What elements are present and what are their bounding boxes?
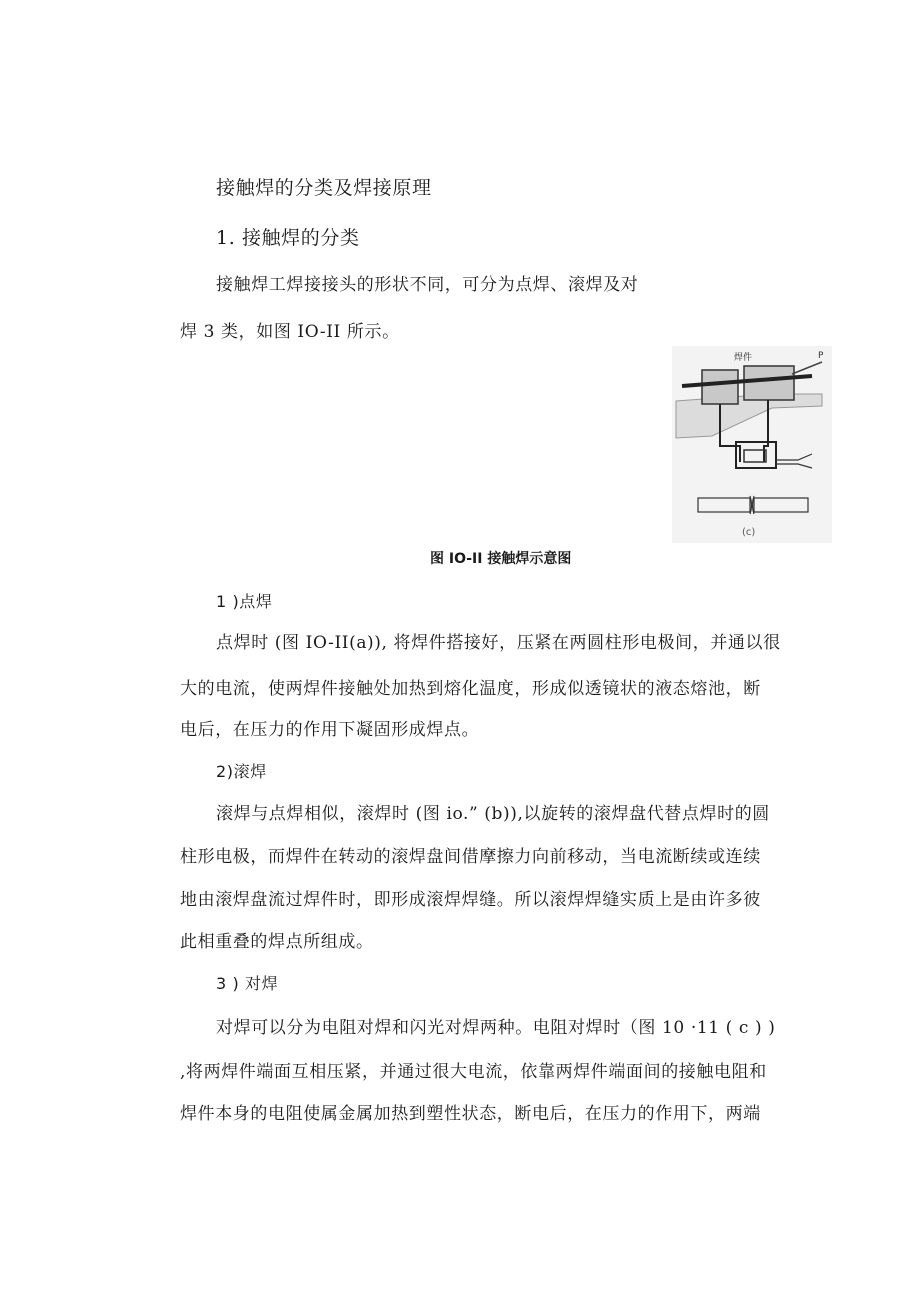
welding-figure (672, 346, 832, 543)
paragraph-line: 柱形电极，而焊件在转动的滚焊盘间借摩擦力向前移动，当电流断续或连续 (180, 847, 761, 867)
paragraph-line: 焊件本身的电阻使属金属加热到塑性状态，断电后，在压力的作用下，两端 (180, 1104, 761, 1124)
paragraph-line: 焊 3 类，如图 IO-II 所示。 (180, 322, 400, 342)
workpiece-label: 焊件 (734, 353, 753, 363)
clamp-right (744, 366, 794, 400)
paragraph-line: 地由滚焊盘流过焊件时，即形成滚焊焊缝。所以滚焊焊缝实质上是由许多彼 (180, 890, 761, 910)
figure-caption: 图 IO-II 接触焊示意图 (430, 551, 572, 567)
paragraph-line: 电后，在压力的作用下凝固形成焊点。 (180, 720, 480, 740)
paragraph-line: 对焊可以分为电阻对焊和闪光对焊两种。电阻对焊时（图 10 ·11 ( c ) ) (216, 1018, 776, 1038)
clamp-left (702, 370, 738, 404)
subsection-heading: 1 )点焊 (216, 592, 273, 611)
paragraph-line: 接触焊工焊接接头的形状不同，可分为点焊、滚焊及对 (216, 275, 639, 295)
section-heading: 1. 接触焊的分类 (216, 227, 360, 249)
subsection-heading: 2)滚焊 (216, 762, 267, 781)
paragraph-line: ,将两焊件端面互相压紧，并通过很大电流，依靠两焊件端面间的接触电阻和 (180, 1062, 767, 1082)
document-title: 接触焊的分类及焊接原理 (216, 177, 432, 199)
paragraph-line: 点焊时 (图 IO-II(a)), 将焊件搭接好，压紧在两圆柱形电极间，并通以很 (216, 633, 781, 653)
panel-label: (c) (742, 527, 756, 538)
subsection-heading: 3 ) 对焊 (216, 974, 279, 993)
paragraph-line: 滚焊与点焊相似，滚焊时 (图 io.” (b)),以旋转的滚焊盘代替点焊时的圆 (216, 804, 770, 824)
paragraph-line: 大的电流，使两焊件接触处加热到熔化温度，形成似透镜状的液态熔池，断 (180, 679, 761, 699)
force-label: P (818, 351, 824, 361)
paragraph-line: 此相重叠的焊点所组成。 (180, 932, 374, 952)
